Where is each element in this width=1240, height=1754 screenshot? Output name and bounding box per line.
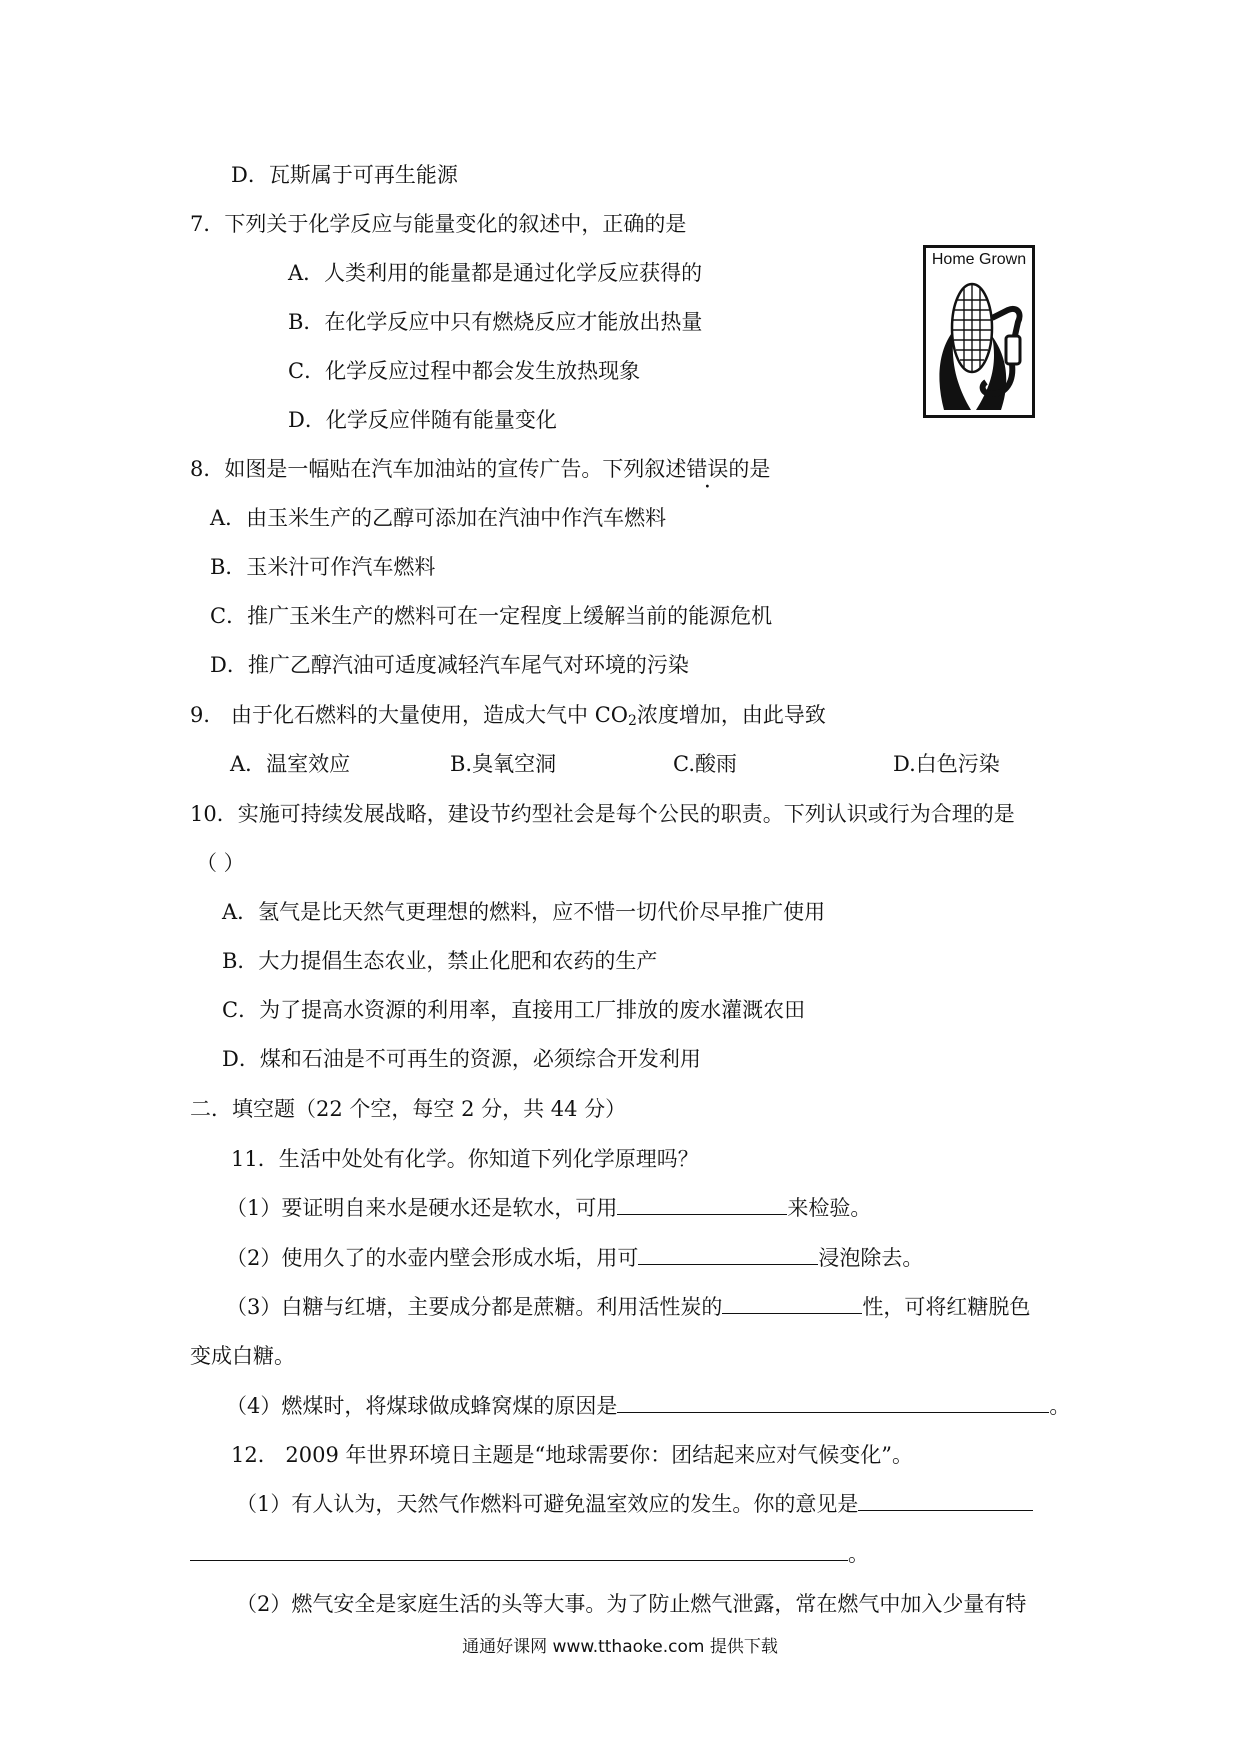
q11-part-1 [226, 1194, 871, 1222]
q11-part-3-continued: 变成白糖。 [190, 1344, 295, 1368]
home-grown-ad-image [923, 245, 1035, 418]
q11-part-3 [226, 1293, 1030, 1321]
q10-answer-parens: （ ） [196, 851, 245, 875]
q12-part-2: （2）燃气安全是家庭生活的头等大事。为了防止燃气泄露，常在燃气中加入少量有特 [236, 1592, 1027, 1616]
q10-option-b: B．大力提倡生态农业，禁止化肥和农药的生产 [222, 949, 658, 973]
q8-stem-suffix: 的是 [728, 457, 771, 481]
q9-option-a: A．温室效应 [230, 752, 351, 776]
q10-stem: 10．实施可持续发展战略，建设节约型社会是每个公民的职责。下列认识或行为合理的是 [190, 802, 1015, 826]
q7-option-a: A．人类利用的能量都是通过化学反应获得的 [288, 261, 703, 285]
q9-stem-suffix: 浓度增加，由此导致 [636, 703, 826, 727]
q10-option-a: A．氢气是比天然气更理想的燃料，应不惜一切代价尽早推广使用 [222, 900, 826, 924]
section-2-heading: 二．填空题（22 个空，每空 2 分，共 44 分） [190, 1097, 627, 1121]
q7-option-b: B．在化学反应中只有燃烧反应才能放出热量 [288, 310, 703, 334]
q9-stem [190, 701, 826, 735]
q9-stem-prefix: 9． 由于化石燃料的大量使用，造成大气中 CO [190, 703, 628, 727]
q7-stem: 7．下列关于化学反应与能量变化的叙述中，正确的是 [190, 212, 687, 236]
q11-part-1-tail: 来检验。 [787, 1196, 872, 1220]
q11-part-3-blank[interactable] [722, 1295, 862, 1314]
q7-option-d: D．化学反应伴随有能量变化 [288, 408, 557, 432]
q11-part-4 [226, 1392, 1070, 1420]
q9-option-d: D.白色污染 [893, 752, 1000, 776]
q9-stem-subscript: 2 [628, 713, 637, 729]
q8-stem [190, 455, 770, 483]
q12-part-1-tail: 。 [848, 1542, 869, 1566]
q11-part-4-tail: 。 [1049, 1394, 1071, 1418]
q11-part-3-text: （3）白糖与红塘，主要成分都是蔗糖。利用活性炭的 [226, 1295, 723, 1319]
q11-stem: 11．生活中处处有化学。你知道下列化学原理吗？ [231, 1147, 699, 1171]
q11-part-1-blank[interactable] [617, 1196, 787, 1215]
q12-part-1-line2 [190, 1540, 869, 1568]
q8-option-d: D．推广乙醇汽油可适度减轻汽车尾气对环境的污染 [210, 653, 689, 677]
q8-option-a: A．由玉米生产的乙醇可添加在汽油中作汽车燃料 [210, 506, 667, 530]
q10-option-d: D．煤和石油是不可再生的资源，必须综合开发利用 [222, 1047, 701, 1071]
q11-part-4-text: （4）燃煤时，将煤球做成蜂窝煤的原因是 [226, 1394, 618, 1418]
q9-option-b: B.臭氧空洞 [450, 752, 557, 776]
q12-part-1 [236, 1490, 1033, 1518]
q12-part-1-text: （1）有人认为，天然气作燃料可避免温室效应的发生。你的意见是 [236, 1492, 859, 1516]
q7-option-c: C．化学反应过程中都会发生放热现象 [288, 359, 641, 383]
q11-part-3-tail: 性，可将红糖脱色 [862, 1295, 1031, 1319]
page-footer: 通通好课网 www.tthaoke.com 提供下载 [462, 1637, 778, 1657]
corn-fuel-nozzle-icon [926, 270, 1032, 415]
q11-part-2-blank[interactable] [638, 1246, 818, 1265]
q9-option-c: C.酸雨 [673, 752, 737, 776]
q8-stem-emphasis: 错误 [686, 457, 729, 481]
ad-caption: Home Grown [931, 251, 1027, 268]
q8-option-b: B．玉米汁可作汽车燃料 [210, 555, 436, 579]
q8-stem-prefix: 8．如图是一幅贴在汽车加油站的宣传广告。下列叙述 [190, 457, 687, 481]
q11-part-2 [226, 1244, 923, 1272]
q12-stem: 12． 2009 年世界环境日主题是“地球需要你：团结起来应对气候变化”。 [231, 1443, 913, 1467]
q11-part-2-tail: 浸泡除去。 [818, 1246, 924, 1270]
q11-part-4-blank[interactable] [617, 1394, 1049, 1413]
q8-option-c: C．推广玉米生产的燃料可在一定程度上缓解当前的能源危机 [210, 604, 773, 628]
q10-option-c: C．为了提高水资源的利用率，直接用工厂排放的废水灌溉农田 [222, 998, 806, 1022]
q12-part-1-blank[interactable] [858, 1492, 1033, 1511]
q12-part-1-blank-2[interactable] [190, 1542, 848, 1561]
q6-option-d: D．瓦斯属于可再生能源 [231, 163, 458, 187]
q11-part-1-text: （1）要证明自来水是硬水还是软水，可用 [226, 1196, 618, 1220]
q11-part-2-text: （2）使用久了的水壶内壁会形成水垢，用可 [226, 1246, 639, 1270]
